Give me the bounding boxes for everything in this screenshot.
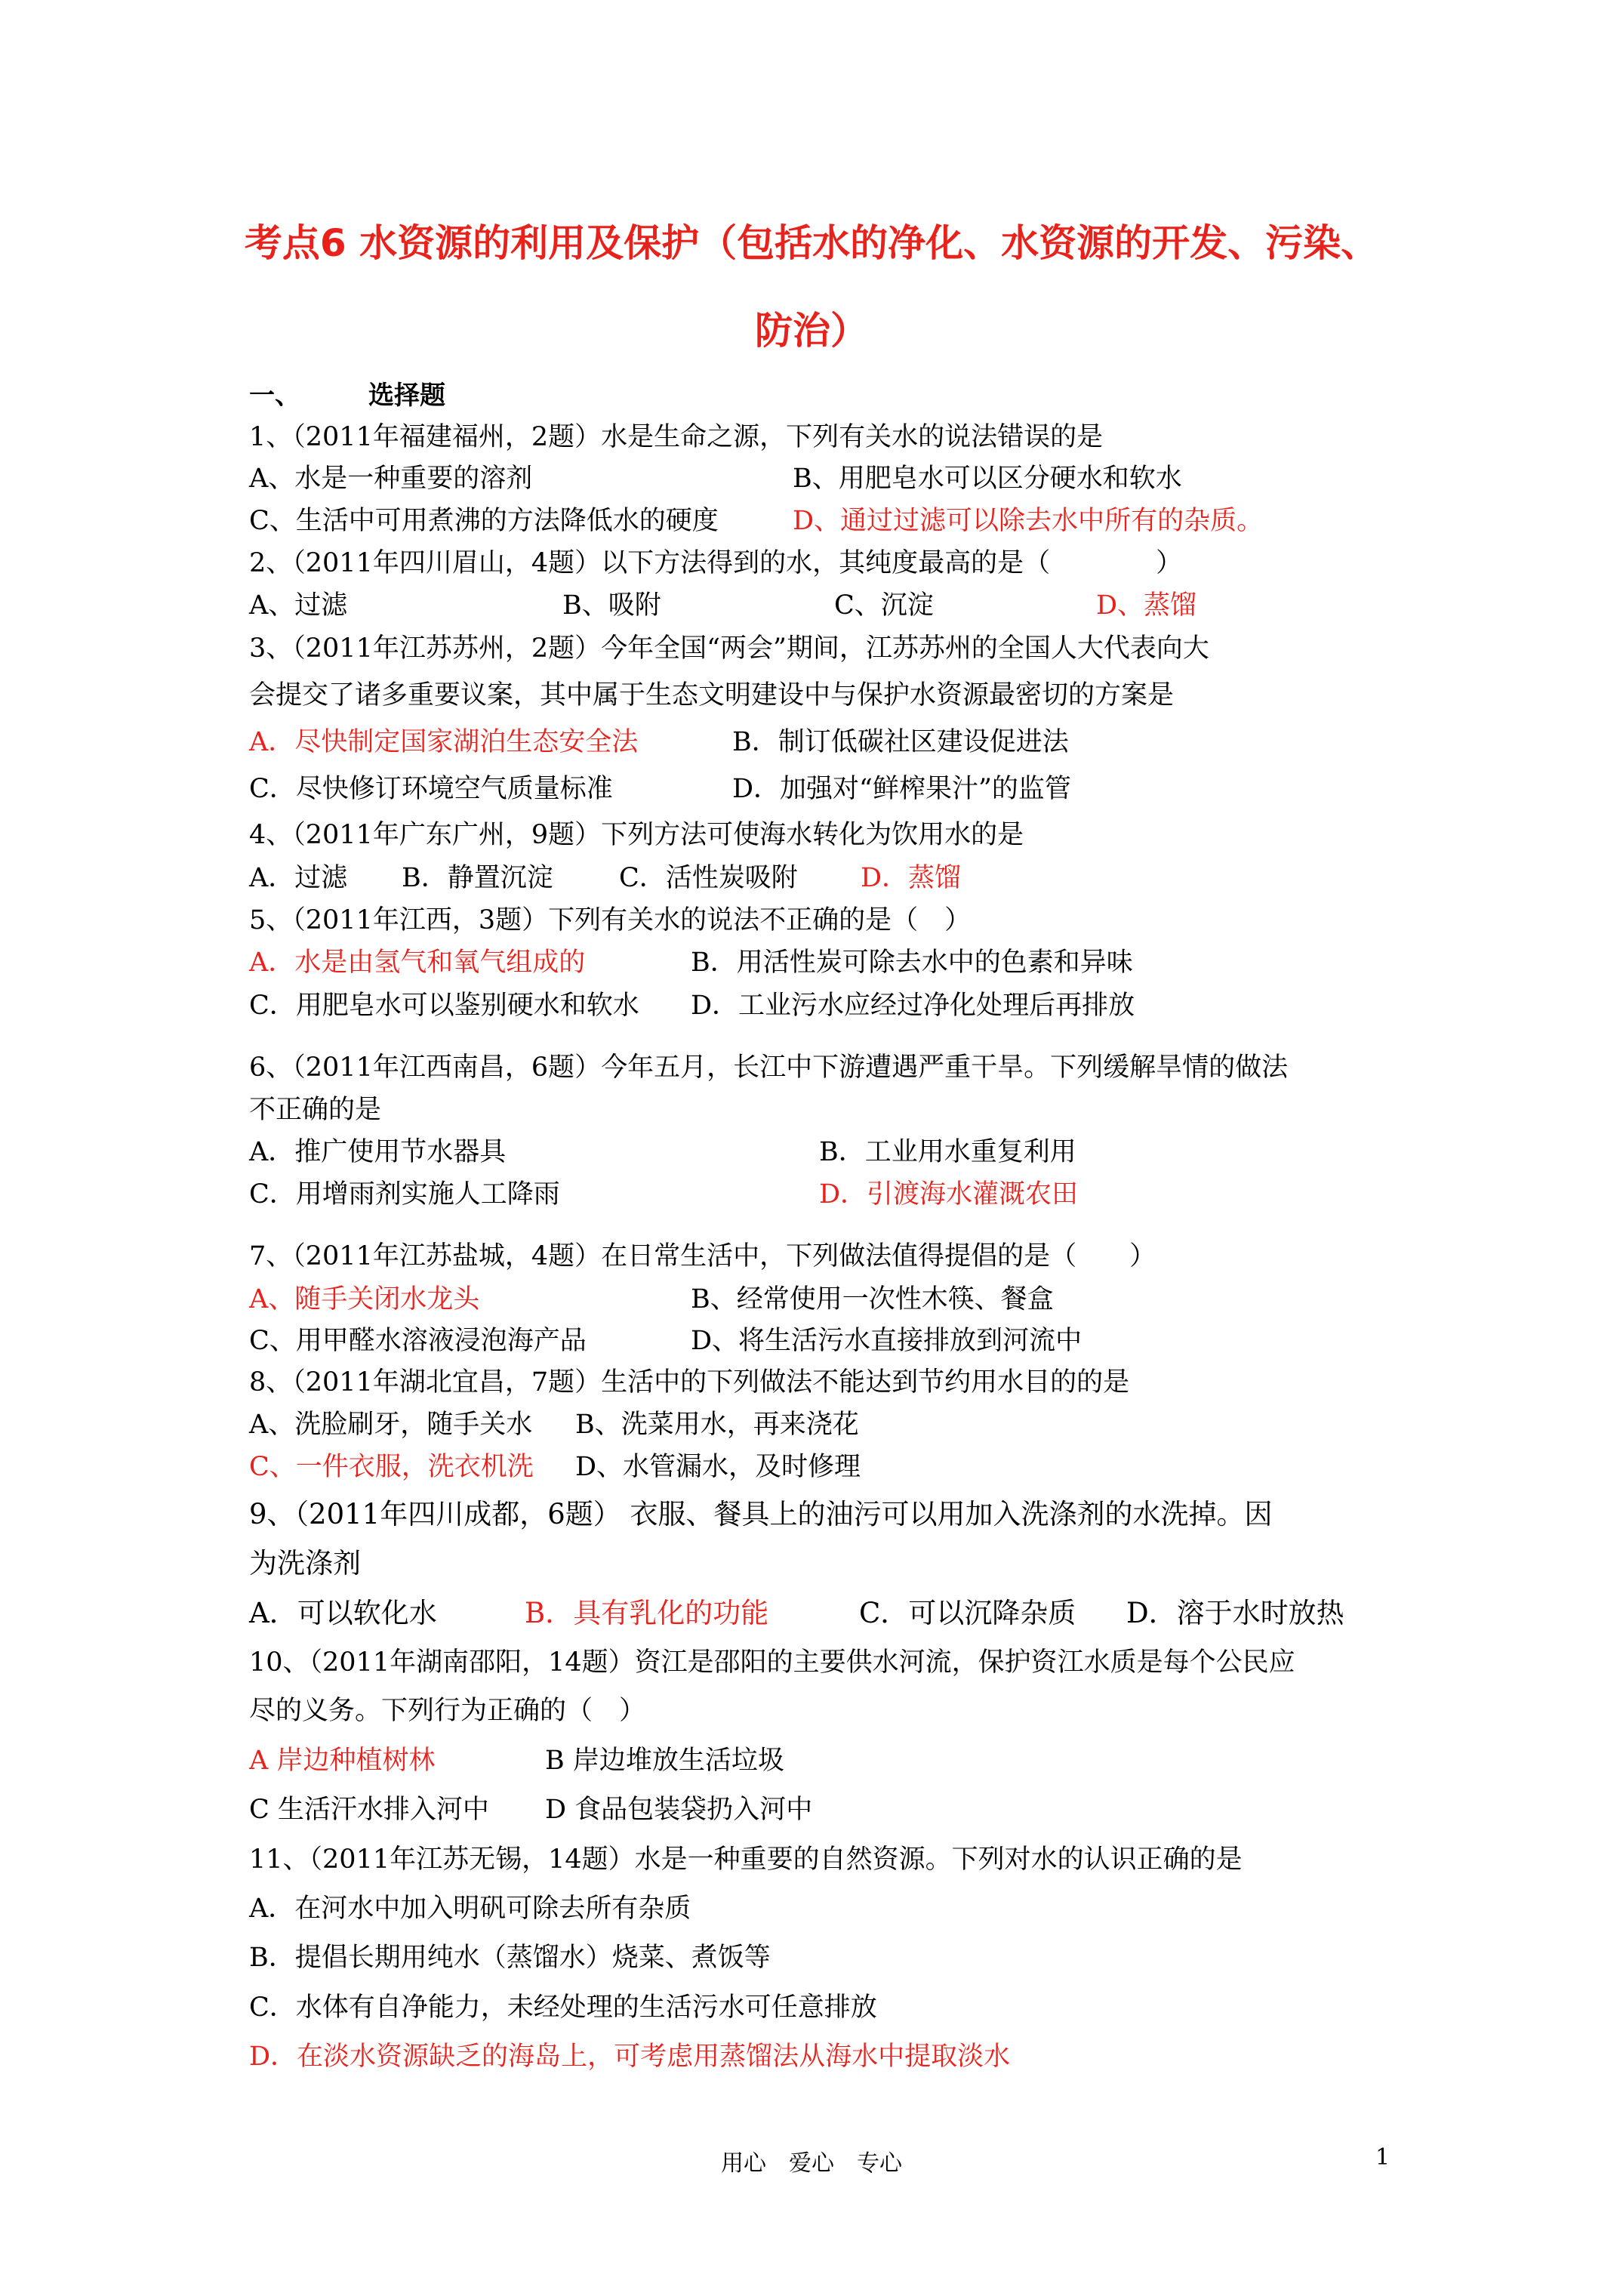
question-6-option-d-answer: D．引渡海水灌溉农田: [819, 1179, 1079, 1210]
question-8-option-d: D、水管漏水，及时修理: [575, 1452, 861, 1482]
question-11-stem: 11、（2011年江苏无锡，14题）水是一种重要的自然资源。下列对水的认识正确的是: [249, 1845, 1243, 1875]
question-7-stem: 7、（2011年江苏盐城，4题）在日常生活中，下列做法值得提倡的是（ ）: [249, 1241, 1156, 1271]
question-3-option-a-answer: A．尽快制定国家湖泊生态安全法: [249, 727, 639, 757]
question-8-stem: 8、（2011年湖北宜昌，7题）生活中的下列做法不能达到节约用水目的的是: [249, 1367, 1130, 1398]
question-10-option-b: B 岸边堆放生活垃圾: [545, 1746, 784, 1776]
question-1-option-a: A、水是一种重要的溶剂: [249, 464, 533, 494]
page-footer: 用心 爱心 专心: [721, 2150, 902, 2177]
question-9-stem-line-2: 为洗涤剂: [249, 1547, 361, 1579]
question-3-stem-line-2: 会提交了诸多重要议案，其中属于生态文明建设中与保护水资源最密切的方案是: [249, 680, 1175, 710]
question-5-option-b: B．用活性炭可除去水中的色素和异味: [691, 948, 1133, 978]
question-6-option-a: A．推广使用节水器具: [249, 1137, 507, 1167]
question-3-option-b: B．制订低碳社区建设促进法: [732, 727, 1069, 757]
question-6-stem-line-1: 6、（2011年江西南昌，6题）今年五月，长江中下游遭遇严重干旱。下列缓解旱情的做法: [249, 1052, 1289, 1083]
question-4-option-b: B．静置沉淀: [402, 863, 553, 893]
question-6-option-c: C．用增雨剂实施人工降雨: [249, 1179, 560, 1210]
question-8-option-c-answer: C、一件衣服，洗衣机洗: [249, 1452, 534, 1482]
question-1-option-d-answer: D、通过过滤可以除去水中所有的杂质。: [793, 506, 1264, 536]
page-title-line-2: 防治）: [755, 309, 868, 353]
question-5-option-d: D．工业污水应经过净化处理后再排放: [691, 991, 1135, 1021]
page-number: 1: [1375, 2144, 1390, 2171]
question-10-stem-line-1: 10、（2011年湖南邵阳，14题）资江是邵阳的主要供水河流，保护资江水质是每个公民应: [249, 1647, 1295, 1678]
question-9-stem-line-1: 9、（2011年四川成都，6题） 衣服、餐具上的油污可以用加入洗涤剂的水洗掉。因: [249, 1498, 1273, 1530]
question-3-option-c: C．尽快修订环境空气质量标准: [249, 774, 613, 804]
question-3-stem-line-1: 3、（2011年江苏苏州，2题）今年全国“两会”期间，江苏苏州的全国人大代表向大: [249, 633, 1209, 664]
question-7-option-a-answer: A、随手关闭水龙头: [249, 1284, 480, 1314]
question-11-option-a: A．在河水中加入明矾可除去所有杂质: [249, 1894, 691, 1924]
question-9-option-d: D．溶于水时放热: [1126, 1597, 1344, 1629]
question-1-stem: 1、（2011年福建福州，2题）水是生命之源，下列有关水的说法错误的是: [249, 422, 1104, 452]
question-11-option-c: C．水体有自净能力，未经处理的生活污水可任意排放: [249, 1992, 877, 2023]
question-10-option-c: C 生活汗水排入河中: [249, 1795, 489, 1825]
question-7-option-b: B、经常使用一次性木筷、餐盒: [691, 1284, 1054, 1314]
question-5-option-c: C．用肥皂水可以鉴别硬水和软水: [249, 991, 639, 1021]
question-5-stem: 5、（2011年江西，3题）下列有关水的说法不正确的是（ ）: [249, 905, 972, 935]
question-3-option-d: D．加强对“鲜榨果汁”的监管: [732, 774, 1071, 804]
question-2-option-d-answer: D、蒸馏: [1096, 590, 1197, 621]
question-7-option-c: C、用甲醛水溶液浸泡海产品: [249, 1326, 587, 1356]
page-title-line-1: 考点6 水资源的利用及保护（包括水的净化、水资源的开发、污染、: [244, 221, 1379, 265]
question-6-stem-line-2: 不正确的是: [249, 1095, 382, 1125]
question-7-option-d: D、将生活污水直接排放到河流中: [691, 1326, 1083, 1356]
question-5-option-a-answer: A．水是由氢气和氧气组成的: [249, 948, 586, 978]
question-9-option-c: C．可以沉降杂质: [859, 1597, 1076, 1629]
question-4-option-a: A．过滤: [249, 863, 348, 893]
question-10-option-d: D 食品包装袋扔入河中: [545, 1795, 813, 1825]
question-1-option-b: B、用肥皂水可以区分硬水和软水: [793, 464, 1182, 494]
question-9-option-a: A．可以软化水: [249, 1597, 437, 1629]
question-4-stem: 4、（2011年广东广州，9题）下列方法可使海水转化为饮用水的是: [249, 820, 1024, 850]
question-2-stem: 2、（2011年四川眉山，4题）以下方法得到的水，其纯度最高的是（ ）: [249, 548, 1183, 578]
question-6-option-b: B．工业用水重复利用: [819, 1137, 1076, 1167]
question-11-option-d-answer: D．在淡水资源缺乏的海岛上，可考虑用蒸馏法从海水中提取淡水: [249, 2042, 1011, 2072]
question-2-option-c: C、沉淀: [834, 590, 934, 621]
question-1-option-c: C、生活中可用煮沸的方法降低水的硬度: [249, 506, 719, 536]
question-4-option-d-answer: D．蒸馏: [861, 863, 962, 893]
question-2-option-a: A、过滤: [249, 590, 348, 621]
question-4-option-c: C．活性炭吸附: [619, 863, 798, 893]
section-number: 一、: [249, 381, 300, 411]
question-10-stem-line-2: 尽的义务。下列行为正确的（ ）: [249, 1696, 646, 1726]
section-label: 选择题: [368, 381, 445, 411]
question-11-option-b: B．提倡长期用纯水（蒸馏水）烧菜、煮饭等: [249, 1943, 771, 1973]
question-8-option-b: B、洗菜用水，再来浇花: [575, 1410, 859, 1440]
question-2-option-b: B、吸附: [562, 590, 661, 621]
question-9-option-b-answer: B．具有乳化的功能: [525, 1597, 769, 1629]
section-heading: [249, 374, 445, 411]
question-10-option-a-answer: A 岸边种植树林: [249, 1746, 436, 1776]
question-8-option-a: A、洗脸刷牙，随手关水: [249, 1410, 533, 1440]
